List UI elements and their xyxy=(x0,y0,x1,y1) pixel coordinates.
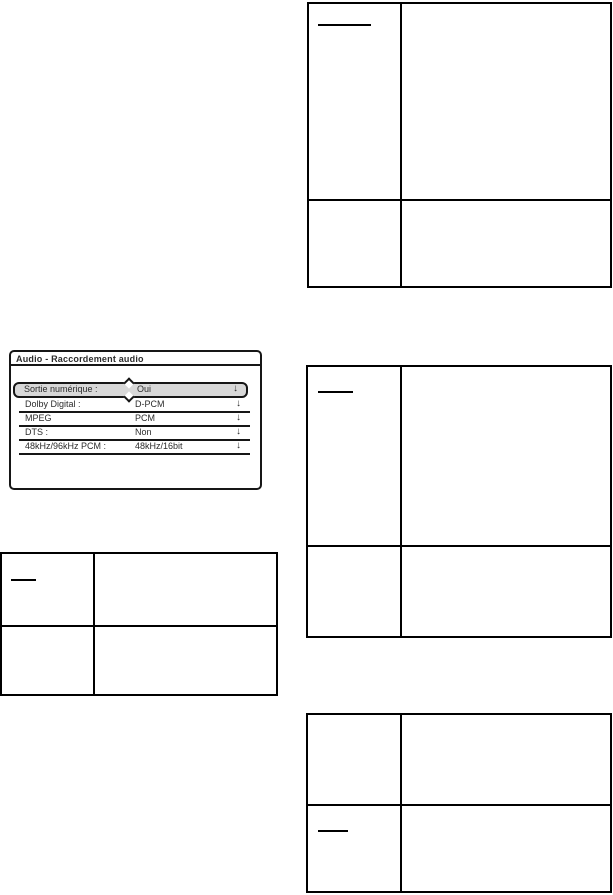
osd-menu-title: Audio - Raccordement audio xyxy=(16,354,144,364)
osd-row xyxy=(19,427,250,441)
underlined-term-placeholder xyxy=(11,579,36,581)
table-bottom-right xyxy=(306,713,612,893)
osd-title-rule xyxy=(11,364,260,366)
osd-row-label: MPEG xyxy=(25,413,52,423)
down-arrow-icon: ↓ xyxy=(236,440,241,451)
osd-row-value: D-PCM xyxy=(135,399,165,409)
down-arrow-icon: ↓ xyxy=(236,426,241,437)
down-arrow-icon: ↓ xyxy=(236,412,241,423)
underlined-term-placeholder xyxy=(318,830,348,832)
table-column-divider xyxy=(93,554,95,694)
table-middle-right xyxy=(306,365,612,638)
underlined-term-placeholder xyxy=(318,24,371,26)
osd-row-label: Sortie numérique : xyxy=(24,384,98,394)
chevron-up-icon xyxy=(123,377,134,388)
osd-row-value: Oui xyxy=(137,384,152,394)
down-arrow-icon: ↓ xyxy=(233,383,238,394)
osd-row-label: 48kHz/96kHz PCM : xyxy=(25,441,107,451)
table-column-divider xyxy=(400,4,402,286)
osd-row xyxy=(19,399,250,413)
osd-row-value: Non xyxy=(135,427,152,437)
table-row-divider xyxy=(308,545,610,547)
table-column-divider xyxy=(400,715,402,891)
table-row-divider xyxy=(309,199,610,201)
osd-row xyxy=(19,413,250,427)
osd-row-value: PCM xyxy=(135,413,155,423)
table-top-right xyxy=(307,2,612,288)
table-column-divider xyxy=(400,367,402,636)
osd-menu-screenshot xyxy=(9,350,262,490)
table-left xyxy=(0,552,278,696)
table-row-divider xyxy=(2,625,276,627)
osd-row xyxy=(19,441,250,455)
table-row-divider xyxy=(308,804,610,806)
osd-row-label: DTS : xyxy=(25,427,49,437)
down-arrow-icon: ↓ xyxy=(236,398,241,409)
osd-row-label: Dolby Digital : xyxy=(25,399,81,409)
osd-selected-row xyxy=(13,382,248,398)
underlined-term-placeholder xyxy=(318,391,353,393)
osd-row-value: 48kHz/16bit xyxy=(135,441,183,451)
